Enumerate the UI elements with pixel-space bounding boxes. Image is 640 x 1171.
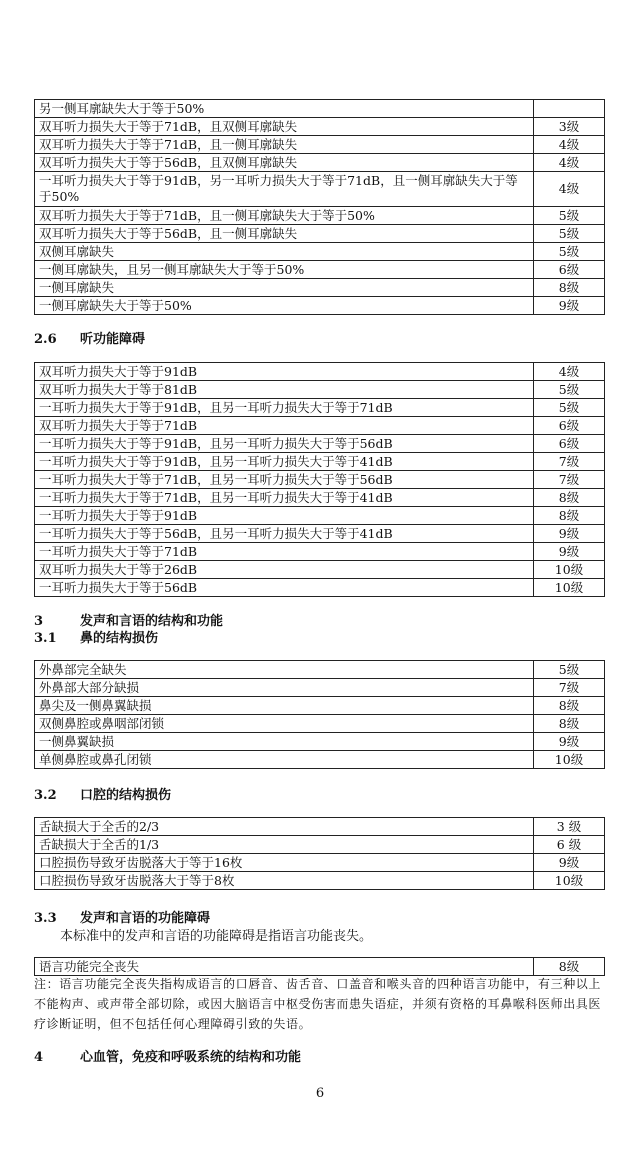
row-level: 5级 (534, 243, 605, 261)
nose-table (34, 660, 605, 769)
row-description: 双耳听力损失大于等于71dB (35, 417, 534, 435)
row-description: 一侧鼻翼缺损 (35, 733, 534, 751)
row-description: 舌缺损大于全舌的2/3 (35, 818, 534, 836)
row-level: 6级 (534, 261, 605, 279)
table-row (35, 836, 605, 854)
row-description: 一侧耳廓缺失大于等于50% (35, 297, 534, 315)
row-level: 9级 (534, 854, 605, 872)
row-level (534, 100, 605, 118)
row-description: 双耳听力损失大于等于91dB (35, 363, 534, 381)
row-level: 6级 (534, 417, 605, 435)
row-level: 5级 (534, 661, 605, 679)
table-row (35, 100, 605, 118)
row-description: 双耳听力损失大于等于71dB，且一侧耳廓缺失大于等于50% (35, 207, 534, 225)
section-number: 2.6 (34, 332, 57, 347)
row-level: 10级 (534, 872, 605, 890)
table-row (35, 854, 605, 872)
table-row (35, 507, 605, 525)
table-row (35, 543, 605, 561)
table-row (35, 958, 605, 976)
row-level: 4级 (534, 172, 605, 207)
section-heading-3-2 (34, 784, 171, 803)
row-level: 7级 (534, 471, 605, 489)
section-intro: 本标准中的发声和言语的功能障碍是指语言功能丧失。 (60, 929, 373, 944)
row-description: 一耳听力损失大于等于71dB，且另一耳听力损失大于等于41dB (35, 489, 534, 507)
section-heading-3-1 (34, 627, 158, 646)
row-description: 双耳听力损失大于等于71dB，且一侧耳廓缺失 (35, 136, 534, 154)
row-level: 8级 (534, 279, 605, 297)
section-number: 3.3 (34, 911, 57, 926)
row-level: 10级 (534, 751, 605, 769)
section-number: 3.2 (34, 788, 57, 803)
table-row (35, 136, 605, 154)
section-heading-4 (34, 1046, 301, 1065)
row-description: 一侧耳廓缺失，且另一侧耳廓缺失大于等于50% (35, 261, 534, 279)
section-number: 4 (34, 1050, 44, 1065)
section-title: 发声和言语的结构和功能 (80, 614, 224, 629)
row-description: 双耳听力损失大于等于26dB (35, 561, 534, 579)
table-row (35, 661, 605, 679)
table-row (35, 471, 605, 489)
table-row (35, 399, 605, 417)
row-level: 3级 (534, 118, 605, 136)
table-row (35, 679, 605, 697)
row-description: 双耳听力损失大于等于56dB，且双侧耳廓缺失 (35, 154, 534, 172)
row-level: 10级 (534, 561, 605, 579)
row-description: 一侧耳廓缺失 (35, 279, 534, 297)
row-description: 舌缺损大于全舌的1/3 (35, 836, 534, 854)
table-row (35, 733, 605, 751)
row-level: 8级 (534, 489, 605, 507)
table-row (35, 279, 605, 297)
table-row (35, 243, 605, 261)
row-description: 一耳听力损失大于等于91dB，且另一耳听力损失大于等于56dB (35, 435, 534, 453)
row-level: 10级 (534, 579, 605, 597)
row-level: 6 级 (534, 836, 605, 854)
row-description: 双耳听力损失大于等于81dB (35, 381, 534, 399)
section-title: 心血管，免疫和呼吸系统的结构和功能 (80, 1050, 302, 1065)
row-description: 口腔损伤导致牙齿脱落大于等于16枚 (35, 854, 534, 872)
row-level: 4级 (534, 154, 605, 172)
row-description: 一耳听力损失大于等于91dB (35, 507, 534, 525)
row-description: 一耳听力损失大于等于91dB，且另一耳听力损失大于等于41dB (35, 453, 534, 471)
table-row (35, 297, 605, 315)
row-description: 一耳听力损失大于等于56dB (35, 579, 534, 597)
row-level: 4级 (534, 136, 605, 154)
row-level: 4级 (534, 363, 605, 381)
table-row (35, 435, 605, 453)
section-heading-2-6 (34, 328, 145, 347)
table-row (35, 417, 605, 435)
row-description: 口腔损伤导致牙齿脱落大于等于8枚 (35, 872, 534, 890)
row-description: 一耳听力损失大于等于91dB，且另一耳听力损失大于等于71dB (35, 399, 534, 417)
row-level: 5级 (534, 399, 605, 417)
mouth-table (34, 817, 605, 890)
row-level: 7级 (534, 679, 605, 697)
table-row (35, 489, 605, 507)
table-row (35, 363, 605, 381)
table-row (35, 154, 605, 172)
row-level: 5级 (534, 225, 605, 243)
page-number: 6 (315, 1086, 325, 1101)
row-level: 9级 (534, 733, 605, 751)
row-level: 6级 (534, 435, 605, 453)
row-description: 双耳听力损失大于等于71dB，且双侧耳廓缺失 (35, 118, 534, 136)
row-description: 鼻尖及一侧鼻翼缺损 (35, 697, 534, 715)
row-description: 另一侧耳廓缺失大于等于50% (35, 100, 534, 118)
row-level: 3 级 (534, 818, 605, 836)
row-description: 一耳听力损失大于等于71dB (35, 543, 534, 561)
row-description: 外鼻部完全缺失 (35, 661, 534, 679)
note-paragraph: 注：语言功能完全丧失指构成语言的口唇音、齿舌音、口盖音和喉头音的四种语言功能中，有三种以上不能构声、或声带全部切除，或因大脑语言中枢受伤害而患失语症，并须有资格的耳鼻喉科医师出具医疗诊断证明，但不包括任何心理障碍引致的失语。 (34, 977, 602, 1031)
row-description: 双侧鼻腔或鼻咽部闭锁 (35, 715, 534, 733)
row-level: 9级 (534, 525, 605, 543)
table-row (35, 561, 605, 579)
table-row (35, 261, 605, 279)
row-level: 8级 (534, 958, 605, 976)
table-row (35, 118, 605, 136)
table-row (35, 751, 605, 769)
table-row (35, 207, 605, 225)
row-level: 8级 (534, 507, 605, 525)
table-row (35, 453, 605, 471)
row-description: 单侧鼻腔或鼻孔闭锁 (35, 751, 534, 769)
section-heading-3-3 (34, 907, 210, 926)
row-level: 7级 (534, 453, 605, 471)
table-row (35, 381, 605, 399)
table-row (35, 172, 605, 207)
row-description: 一耳听力损失大于等于91dB，另一耳听力损失大于等于71dB，且一侧耳廓缺失大于等于50% (35, 172, 534, 207)
table-row (35, 525, 605, 543)
row-level: 5级 (534, 207, 605, 225)
table-row (35, 697, 605, 715)
row-level: 8级 (534, 715, 605, 733)
row-level: 8级 (534, 697, 605, 715)
table-row (35, 579, 605, 597)
row-level: 9级 (534, 543, 605, 561)
section-number: 3.1 (34, 631, 57, 646)
table-row (35, 872, 605, 890)
hearing-table (34, 362, 605, 597)
ear-table (34, 99, 605, 315)
row-level: 9级 (534, 297, 605, 315)
section-number: 3 (34, 614, 44, 629)
row-description: 双耳听力损失大于等于56dB，且一侧耳廓缺失 (35, 225, 534, 243)
row-description: 一耳听力损失大于等于56dB，且另一耳听力损失大于等于41dB (35, 525, 534, 543)
row-description: 语言功能完全丧失 (35, 958, 534, 976)
table-row (35, 818, 605, 836)
section-title: 发声和言语的功能障碍 (80, 911, 211, 926)
row-level: 5级 (534, 381, 605, 399)
table-row (35, 715, 605, 733)
section-title: 鼻的结构损伤 (80, 631, 159, 646)
row-description: 一耳听力损失大于等于71dB，且另一耳听力损失大于等于56dB (35, 471, 534, 489)
row-description: 双侧耳廓缺失 (35, 243, 534, 261)
section-title: 听功能障碍 (80, 332, 146, 347)
section-title: 口腔的结构损伤 (80, 788, 172, 803)
table-row (35, 225, 605, 243)
row-description: 外鼻部大部分缺损 (35, 679, 534, 697)
